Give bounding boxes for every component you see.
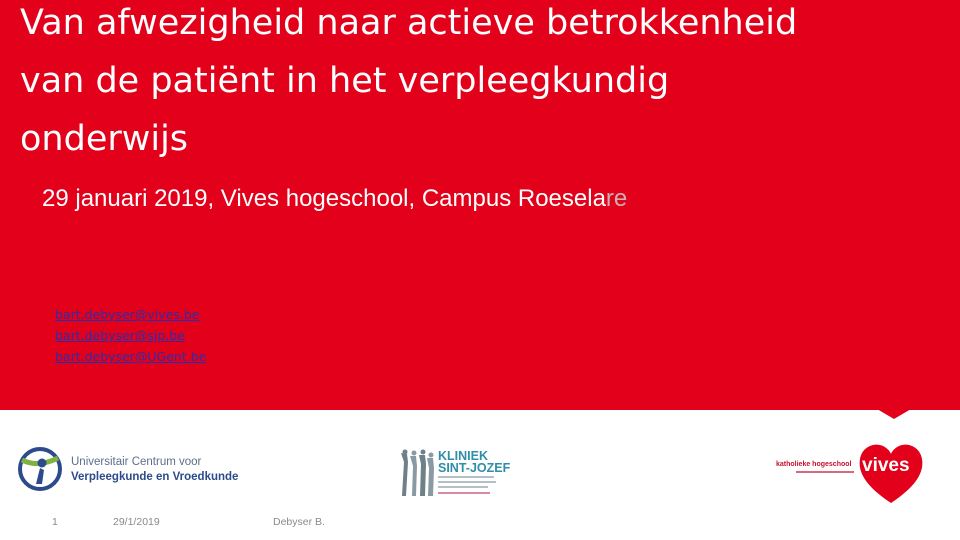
uc-text-block	[71, 455, 238, 485]
email-link-sjp[interactable]: bart.debyser@sjp.be	[55, 328, 185, 343]
slide-number: 1	[52, 516, 58, 528]
subtitle-faded-text: re	[605, 185, 628, 212]
title-line: Van afwezigheid naar actieve betrokkenheid	[20, 3, 798, 43]
uc-emblem-icon	[18, 446, 62, 492]
ksj-line-2: SINT-JOZEF	[438, 461, 511, 475]
slide-subtitle	[42, 184, 627, 214]
kh-text: katholieke hogeschool	[776, 461, 852, 468]
ksj-fine-print-lines	[438, 476, 498, 498]
uc-line-2: Verpleegkunde en Vroedkunde	[71, 471, 239, 483]
vives-logo	[776, 441, 936, 505]
uc-line-1: Universitair Centrum voor	[71, 456, 202, 468]
title-line: van de patiënt in het verpleegkundig	[20, 61, 670, 101]
footer-author: Debyser B.	[273, 516, 325, 528]
contact-emails	[55, 304, 206, 367]
ksj-line-1: KLINIEK	[438, 449, 488, 463]
title-line: onderwijs	[20, 119, 189, 159]
email-link-vives[interactable]: bart.debyser@vives.be	[55, 307, 200, 322]
slide-title	[20, 0, 955, 168]
ksj-figures-icon	[398, 448, 436, 498]
subtitle-text: 29 januari 2019, Vives hogeschool, Campus Roesela	[42, 185, 606, 212]
footer-date: 29/1/2019	[113, 516, 160, 528]
banner-notch	[877, 409, 911, 419]
ksj-logo	[398, 448, 511, 504]
kh-subtext	[796, 470, 856, 475]
ksj-fine-print	[438, 476, 498, 500]
kh-subtext-line	[796, 470, 856, 474]
ksj-name	[438, 450, 510, 474]
uc-logo	[18, 446, 239, 492]
vives-wordmark: vives	[862, 455, 910, 476]
email-link-ugent[interactable]: bart.debyser@UGent.be	[55, 349, 207, 364]
